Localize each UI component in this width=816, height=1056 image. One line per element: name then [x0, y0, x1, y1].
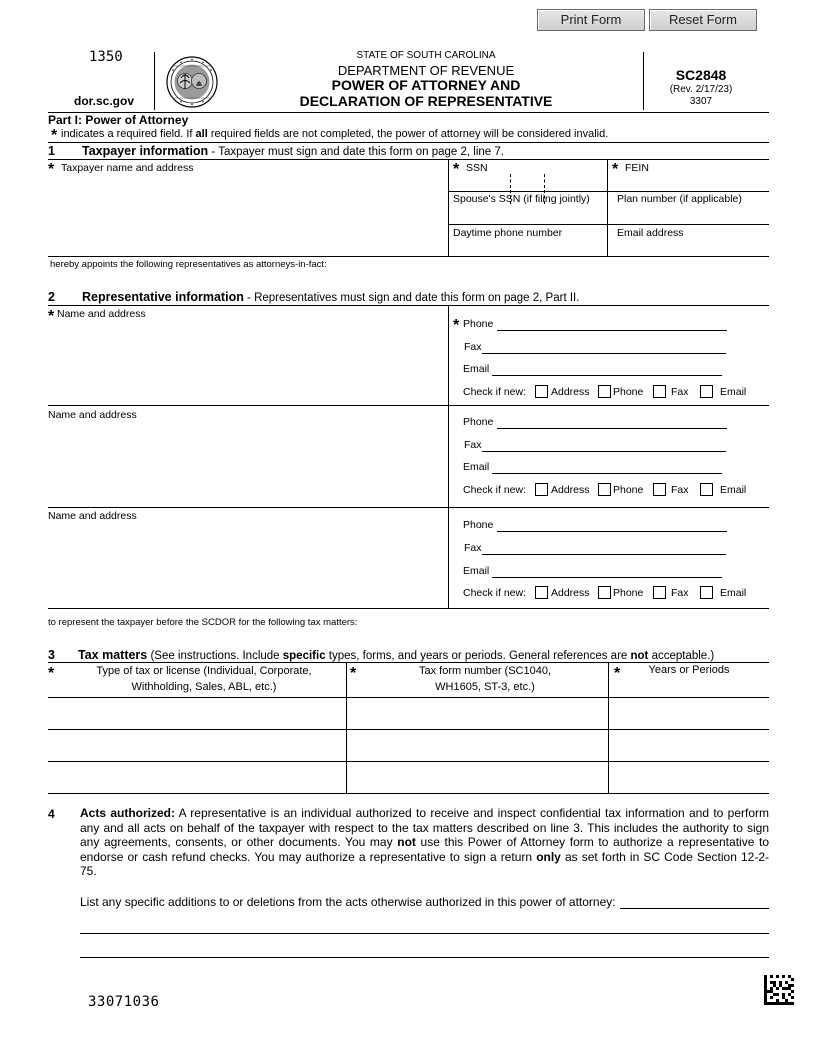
section2-heading: Representative information - Representatives must sign and date this form on page 2, Part II.: [82, 290, 580, 304]
rep1-new-address-checkbox[interactable]: [535, 385, 548, 398]
daytime-phone-label: Daytime phone number: [453, 227, 563, 239]
section1-number: 1: [48, 144, 55, 158]
tax-type-header-2: Withholding, Sales, ABL, etc.): [131, 681, 277, 693]
acts-authorized-text: Acts authorized: A representative is an individual authorized to receive and inspect confidential tax information and to perform any and all acts on behalf of the taxpayer with respect to the tax matters described on line 3. This includes the authority to sign any agreements, consents, or other documents. You may not use this Power of Attorney form to authorize a representative to endorse or cash refund checks. You may authorize a representative to sign a return only as set forth in SC Code Section 12-2-75.: [80, 806, 770, 879]
state-name: STATE OF SOUTH CAROLINA: [356, 50, 496, 61]
rep1-name-label: Name and address: [57, 308, 146, 320]
title-line-1: POWER OF ATTORNEY AND: [331, 77, 521, 93]
rep3-new-phone-checkbox[interactable]: [598, 586, 611, 599]
years-row-2[interactable]: [609, 730, 769, 760]
section4-number: 4: [48, 807, 55, 821]
rep3-new-address-checkbox[interactable]: [535, 586, 548, 599]
spouse-ssn-field[interactable]: [452, 204, 604, 222]
plan-number-field[interactable]: [612, 204, 767, 222]
check-option-label: Address: [551, 587, 590, 599]
rep2-phone-field[interactable]: [497, 428, 727, 429]
rep1-phone-label: Phone: [463, 318, 494, 330]
additions-text: List any specific additions to or deletions from the acts otherwise authorized in this power of attorney:: [80, 895, 616, 909]
rep2-fax-field[interactable]: [482, 451, 726, 452]
required-star: *: [612, 161, 619, 178]
additions-line-3[interactable]: [80, 957, 769, 958]
rep3-name-field[interactable]: [48, 523, 446, 607]
taxpayer-name-field[interactable]: [48, 176, 446, 255]
rep2-email-field[interactable]: [492, 473, 722, 474]
required-star: *: [453, 317, 460, 334]
check-option-label: Email: [720, 587, 747, 599]
years-row-1[interactable]: [609, 698, 769, 728]
tax-type-row-2[interactable]: [48, 730, 345, 760]
website: dor.sc.gov: [74, 94, 135, 108]
ssn-label: SSN: [466, 162, 488, 174]
form-number: SC2848: [675, 67, 727, 83]
reset-form-button[interactable]: Reset Form: [649, 9, 757, 31]
check-option-label: Fax: [671, 484, 689, 496]
required-star: *: [51, 127, 58, 144]
rep1-email-field[interactable]: [492, 375, 722, 376]
part1-title: Part I: Power of Attorney: [48, 113, 189, 127]
section3-heading: Tax matters (See instructions. Include specific types, forms, and years or periods. General references are not acceptable.): [78, 648, 715, 662]
check-option-label: Email: [720, 386, 747, 398]
rep3-fax-field[interactable]: [482, 554, 726, 555]
department-name: DEPARTMENT OF REVENUE: [337, 63, 515, 78]
tax-form-header-1: Tax form number (SC1040,: [418, 665, 552, 677]
email-address-field[interactable]: [612, 238, 767, 255]
rep3-new-email-checkbox[interactable]: [700, 586, 713, 599]
required-star: *: [48, 308, 55, 325]
rep1-check-label: Check if new:: [463, 386, 527, 398]
rep3-name-label: Name and address: [48, 510, 137, 522]
rep3-phone-label: Phone: [463, 519, 494, 531]
section2-number: 2: [48, 290, 55, 304]
appoints-text: hereby appoints the following representatives as attorneys-in-fact:: [50, 259, 327, 270]
section3-number: 3: [48, 648, 55, 662]
taxpayer-name-label: Taxpayer name and address: [61, 162, 194, 174]
check-option-label: Phone: [613, 484, 644, 496]
revision-date: (Rev. 2/17/23): [669, 84, 733, 95]
rep1-fax-field[interactable]: [482, 353, 726, 354]
check-option-label: Phone: [613, 386, 644, 398]
required-star: *: [614, 665, 621, 682]
check-option-label: Fax: [671, 386, 689, 398]
tax-form-row-2[interactable]: [347, 730, 607, 760]
rep1-email-label: Email: [463, 363, 490, 375]
state-seal: [166, 56, 218, 108]
rep2-new-address-checkbox[interactable]: [535, 483, 548, 496]
rep1-name-field[interactable]: [48, 322, 446, 404]
rep1-new-phone-checkbox[interactable]: [598, 385, 611, 398]
email-address-label: Email address: [617, 227, 684, 239]
required-note: indicates a required field. If all required fields are not completed, the power of attorney will be considered invalid.: [61, 128, 609, 140]
title-line-2: DECLARATION OF REPRESENTATIVE: [299, 93, 553, 109]
rep2-phone-label: Phone: [463, 416, 494, 428]
rep2-new-email-checkbox[interactable]: [700, 483, 713, 496]
required-star: *: [453, 161, 460, 178]
rep3-fax-label: Fax: [464, 542, 482, 554]
years-periods-header: Years or Periods: [648, 664, 730, 676]
print-form-button[interactable]: Print Form: [537, 9, 645, 31]
years-row-3[interactable]: [609, 762, 769, 792]
2d-barcode: [764, 975, 794, 1005]
check-option-label: Phone: [613, 587, 644, 599]
rep2-new-fax-checkbox[interactable]: [653, 483, 666, 496]
fein-field[interactable]: [612, 174, 767, 190]
rep3-email-field[interactable]: [492, 577, 722, 578]
rep3-email-label: Email: [463, 565, 490, 577]
rep3-new-fax-checkbox[interactable]: [653, 586, 666, 599]
check-option-label: Address: [551, 484, 590, 496]
tax-form-header-2: WH1605, ST-3, etc.): [435, 681, 535, 693]
rep2-name-field[interactable]: [48, 422, 446, 506]
ssn-field[interactable]: [452, 174, 604, 190]
spouse-ssn-label: Spouse's SSN (if filing jointly): [453, 193, 590, 205]
required-star: *: [48, 161, 55, 178]
tax-form-row-1[interactable]: [347, 698, 607, 728]
additions-line-2[interactable]: [80, 933, 769, 934]
required-star: *: [48, 665, 55, 682]
rep3-check-label: Check if new:: [463, 587, 527, 599]
check-option-label: Fax: [671, 587, 689, 599]
rep1-new-email-checkbox[interactable]: [700, 385, 713, 398]
daytime-phone-field[interactable]: [452, 238, 604, 255]
check-option-label: Email: [720, 484, 747, 496]
plan-number-label: Plan number (if applicable): [617, 193, 742, 205]
tax-type-header-1: Type of tax or license (Individual, Corporate,: [96, 665, 312, 677]
rep1-new-fax-checkbox[interactable]: [653, 385, 666, 398]
tax-type-row-1[interactable]: [48, 698, 345, 728]
check-option-label: Address: [551, 386, 590, 398]
required-star: *: [350, 665, 357, 682]
rep2-new-phone-checkbox[interactable]: [598, 483, 611, 496]
fein-label: FEIN: [625, 162, 649, 174]
rep2-check-label: Check if new:: [463, 484, 527, 496]
rep2-email-label: Email: [463, 461, 490, 473]
section1-heading: Taxpayer information - Taxpayer must sign and date this form on page 2, line 7.: [82, 144, 504, 158]
additions-line-1[interactable]: [620, 908, 769, 909]
rep1-phone-field[interactable]: [497, 330, 727, 331]
tax-type-row-3[interactable]: [48, 762, 345, 792]
rep2-fax-label: Fax: [464, 439, 482, 451]
rep1-fax-label: Fax: [464, 341, 482, 353]
rep3-phone-field[interactable]: [497, 531, 727, 532]
sub-form-number: 3307: [689, 96, 713, 107]
barcode-number: 33071036: [88, 994, 160, 1010]
rep2-name-label: Name and address: [48, 409, 137, 421]
tax-form-row-3[interactable]: [347, 762, 607, 792]
form-code: 1350: [89, 49, 123, 65]
represent-text: to represent the taxpayer before the SCDOR for the following tax matters:: [48, 617, 358, 628]
